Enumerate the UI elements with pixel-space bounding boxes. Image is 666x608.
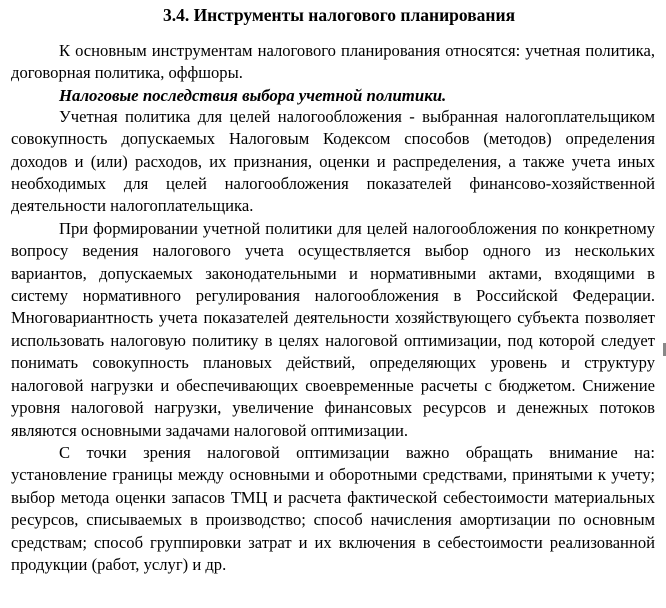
section-title: 3.4. Инструменты налогового планирования: [162, 5, 516, 25]
paragraph-policy-formation: При формировании учетной политики для целей налогообложения по конкретному вопросу ведения налогового учета осуществляется выбор одного из нескольких вариантов, допускаемых законодательными и нормативными актами, входящими в систему нормативного регулирования налогообложения в Российской Федерации. Многовариантность учета показателей деятельности хозяйствующего субъекта позволяет использовать налоговую политику в целях налоговой оптимизации, под которой следует понимать совокупность плановых действий, определяющих уровень и структуру налоговой нагрузки и обеспечивающих своевременные расчеты с бюджетом. Снижение уровня налоговой нагрузки, увеличение финансовых ресурсов и денежных потоков являются основными задачами налоговой оптимизации.: [11, 218, 655, 440]
document-page: [11, 4, 655, 576]
intro-paragraph: К основным инструментам налогового планирования относятся: учетная политика, договорная политика, оффшоры.: [11, 41, 655, 83]
paragraph-optimization-points: С точки зрения налоговой оптимизации важно обращать внимание на: установление границы между основными и оборотными средствами, принятыми к учету; выбор метода оценки запасов ТМЦ и расчета фактической себестоимости материальных ресурсов, списываемых в производство; способ начисления амортизации по основным средствам; способ группировки затрат и их включения в себестоимости реализованной продукции (работ, услуг) и др.: [11, 442, 655, 574]
subheading: Налоговые последствия выбора учетной политики.: [59, 85, 447, 105]
paragraph-accounting-policy-definition: Учетная политика для целей налогообложения - выбранная налогоплательщиком совокупность допускаемых Налоговым Кодексом способов (методов) определения доходов и (или) расходов, их признания, оценки и распределения, а также учета иных необходимых для целей налогообложения показателей финансово-хозяйственной деятельности налогоплательщика.: [11, 106, 655, 216]
